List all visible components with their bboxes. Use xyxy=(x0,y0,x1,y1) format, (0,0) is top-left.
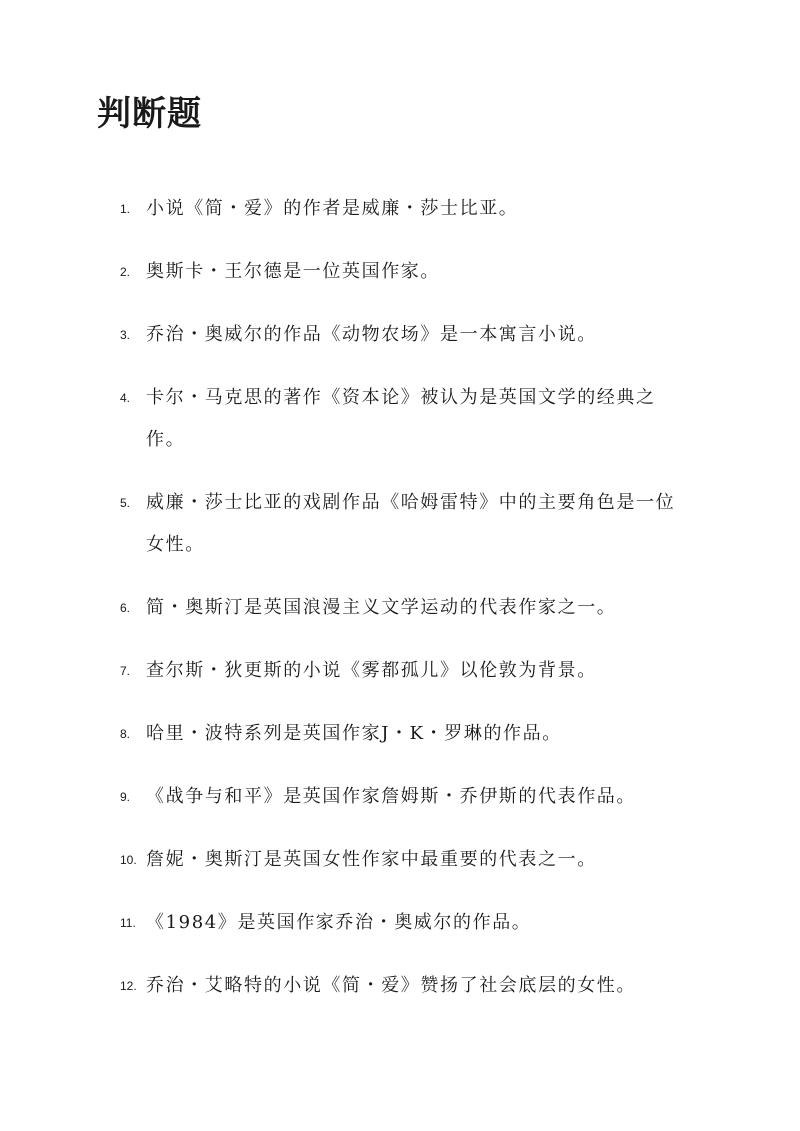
question-number: 4. xyxy=(120,391,131,405)
question-text: 查尔斯・狄更斯的小说《雾都孤儿》以伦敦为背景。 xyxy=(146,660,597,681)
question-item xyxy=(0,251,800,293)
question-item xyxy=(0,482,800,566)
question-number: 11. xyxy=(120,916,136,930)
page-title: 判断题 xyxy=(97,94,202,134)
question-text: 詹妮・奥斯汀是英国女性作家中最重要的代表之一。 xyxy=(146,849,597,870)
question-item xyxy=(0,713,800,755)
question-list xyxy=(0,188,800,1007)
question-item xyxy=(0,776,800,818)
question-item xyxy=(0,587,800,629)
question-number: 1. xyxy=(120,202,131,216)
question-text: 乔治・奥威尔的作品《动物农场》是一本寓言小说。 xyxy=(146,324,597,345)
question-item xyxy=(0,902,800,944)
question-number: 5. xyxy=(120,496,131,510)
question-text: 卡尔・马克思的著作《资本论》被认为是英国文学的经典之作。 xyxy=(146,387,656,450)
question-number: 10. xyxy=(120,853,137,867)
question-number: 8. xyxy=(120,727,131,741)
question-text: 哈里・波特系列是英国作家J・K・罗琳的作品。 xyxy=(146,723,562,744)
question-text: 乔治・艾略特的小说《简・爱》赞扬了社会底层的女性。 xyxy=(146,975,636,996)
question-number: 3. xyxy=(120,328,131,342)
question-item xyxy=(0,650,800,692)
question-text: 奥斯卡・王尔德是一位英国作家。 xyxy=(146,261,440,282)
question-text: 《1984》是英国作家乔治・奥威尔的作品。 xyxy=(146,912,532,933)
question-item xyxy=(0,377,800,461)
question-number: 7. xyxy=(120,664,131,678)
question-item xyxy=(0,965,800,1007)
question-text: 简・奥斯汀是英国浪漫主义文学运动的代表作家之一。 xyxy=(146,597,617,618)
question-number: 9. xyxy=(120,790,131,804)
question-number: 2. xyxy=(120,265,131,279)
question-number: 6. xyxy=(120,601,131,615)
question-text: 《战争与和平》是英国作家詹姆斯・乔伊斯的代表作品。 xyxy=(146,786,636,807)
question-number: 12. xyxy=(120,979,137,993)
question-item xyxy=(0,839,800,881)
question-text: 威廉・莎士比亚的戏剧作品《哈姆雷特》中的主要角色是一位女性。 xyxy=(146,492,676,555)
question-item xyxy=(0,314,800,356)
question-item xyxy=(0,188,800,230)
question-text: 小说《简・爱》的作者是威廉・莎士比亚。 xyxy=(146,198,519,219)
